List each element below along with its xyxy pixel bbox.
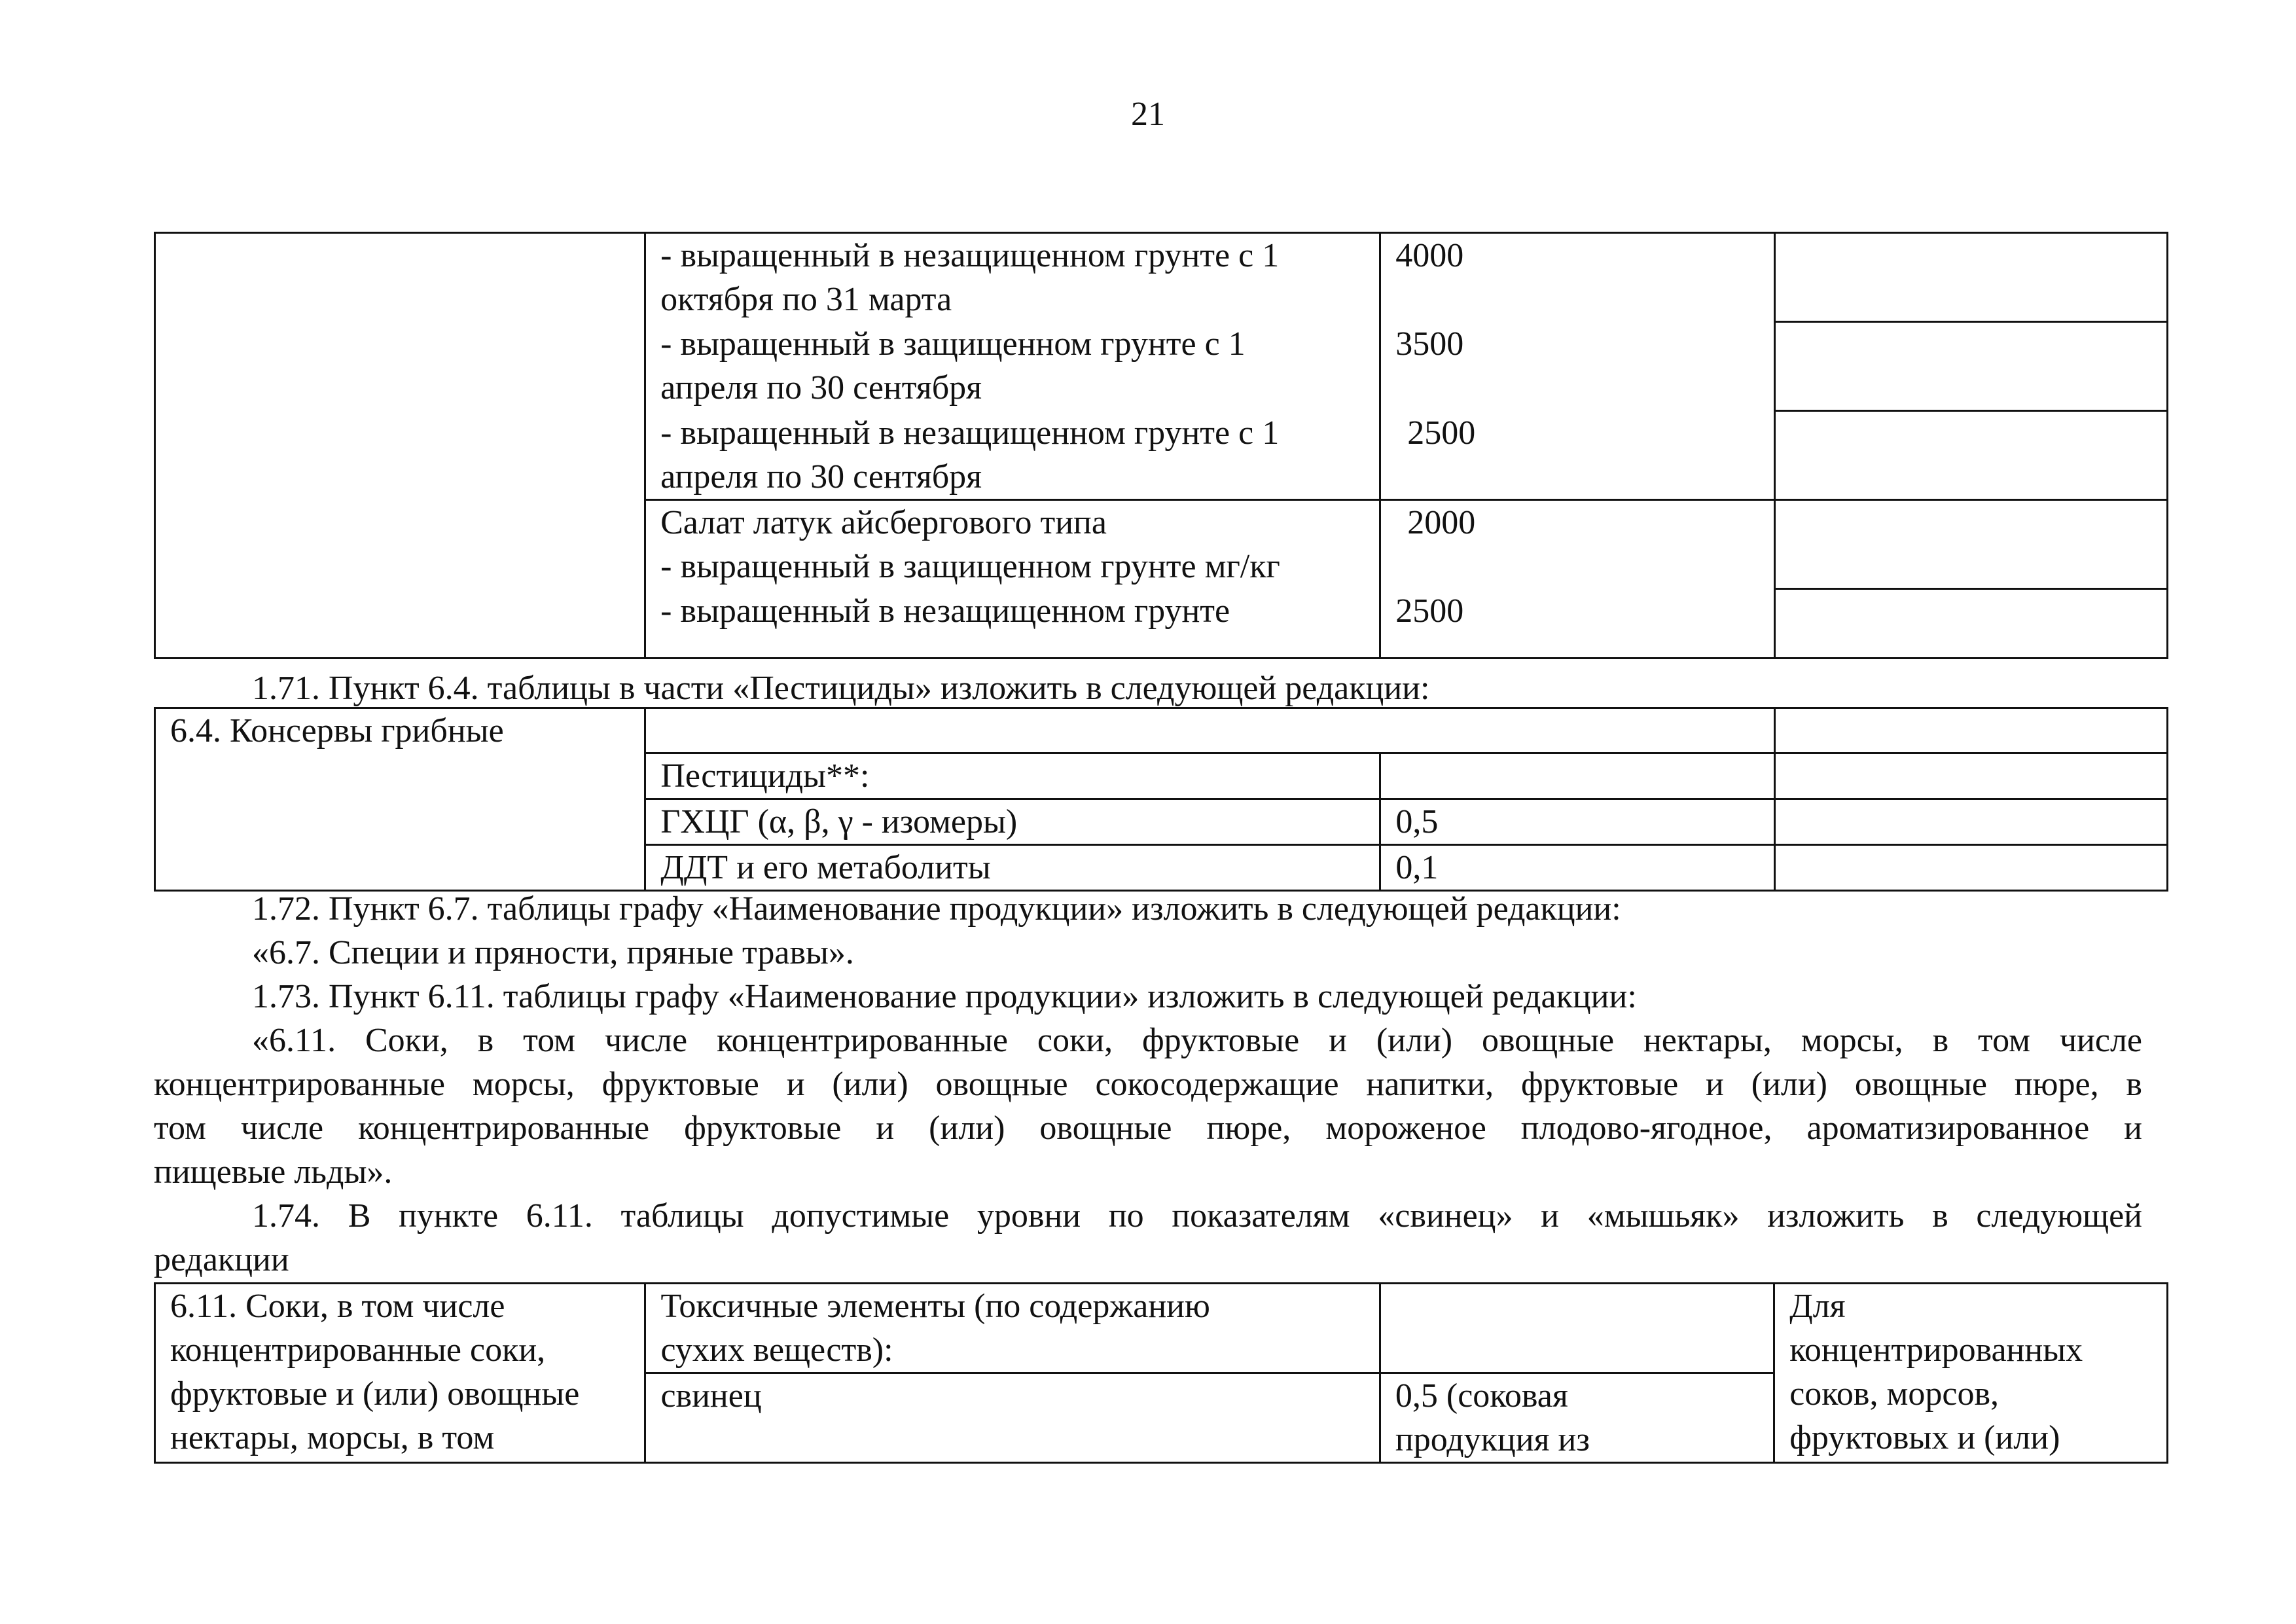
table2-row-text: ДДТ и его метаболиты xyxy=(645,845,1380,891)
table1-row-text: - выращенный в защищенном грунте с 1 апреля по 30 сентября xyxy=(645,322,1380,411)
table2-note-cell xyxy=(1774,799,2167,845)
table1-note-cell xyxy=(1774,500,2167,589)
paragraph-line: «6.11. Соки, в том числе концентрированные соки, фруктовые и (или) овощные нектары, морсы, в том числе xyxy=(252,1022,2142,1059)
table1-row-text: - выращенный в незащищенном грунте xyxy=(645,589,1380,659)
paragraph-1-72: 1.72. Пункт 6.7. таблицы графу «Наименование продукции» изложить в следующей редакции: xyxy=(252,890,1621,928)
paragraph-1-73: 1.73. Пункт 6.11. таблицы графу «Наименование продукции» изложить в следующей редакции: xyxy=(252,978,1637,1015)
page-number: 21 xyxy=(1131,96,1165,133)
table1-row-text: - выращенный в незащищенном грунте с 1 октября по 31 марта xyxy=(645,233,1380,322)
table2-row-value: 0,5 xyxy=(1380,799,1774,845)
table3-row-value: 0,5 (соковая продукция из xyxy=(1380,1373,1774,1463)
table2-note-cell xyxy=(1774,708,2167,753)
paragraph-6-11-quote xyxy=(154,1019,2142,1194)
table2-note-cell xyxy=(1774,845,2167,891)
table2-row-text: ГХЦГ (α, β, γ - изомеры) xyxy=(645,799,1380,845)
paragraph-line: редакции xyxy=(154,1241,289,1278)
table1-row-value: 2500 xyxy=(1380,411,1774,500)
table1-row-value: 3500 xyxy=(1380,322,1774,411)
table-juices xyxy=(154,1282,2168,1464)
paragraph-line: 1.74. В пункте 6.11. таблицы допустимые уровни по показателям «свинец» и «мышьяк» изложить в следующей xyxy=(252,1197,2142,1235)
table1-note-cell xyxy=(1774,322,2167,411)
paragraph-line: том числе концентрированные фруктовые и (или) овощные пюре, мороженое плодово-ягодное, ароматизированное и xyxy=(154,1110,2142,1147)
table1-note-cell xyxy=(1774,233,2167,322)
table2-note-cell xyxy=(1774,753,2167,799)
table2-product-cell: 6.4. Консервы грибные xyxy=(155,708,645,891)
paragraph-line: пищевые льды». xyxy=(154,1153,393,1191)
table1-row-value: 2500 xyxy=(1380,589,1774,659)
table1-note-cell xyxy=(1774,411,2167,500)
paragraph-1-74 xyxy=(154,1194,2142,1282)
paragraph-6-7-quote: «6.7. Специи и пряности, пряные травы». xyxy=(252,934,854,971)
paragraph-line: концентрированные морсы, фруктовые и (или) овощные сокосодержащие напитки, фруктовые и (или) овощные пюре, в xyxy=(154,1066,2142,1103)
table3-note-cell: Для концентрированных соков, морсов, фруктовых и (или) xyxy=(1774,1284,2168,1463)
table1-row-text: - выращенный в незащищенном грунте с 1 апреля по 30 сентября xyxy=(645,411,1380,500)
table-mushroom-preserves xyxy=(154,707,2168,892)
table2-row-text xyxy=(645,708,1774,753)
table1-note-cell xyxy=(1774,589,2167,659)
table2-row-value: 0,1 xyxy=(1380,845,1774,891)
table3-row-text: Токсичные элементы (по содержанию сухих веществ): xyxy=(645,1284,1380,1373)
table3-row-text: свинец xyxy=(645,1373,1380,1463)
table-vegetables-continued xyxy=(154,232,2168,659)
table1-product-cell xyxy=(155,233,645,659)
table3-row-value xyxy=(1380,1284,1774,1373)
table2-row-text: Пестициды**: xyxy=(645,753,1380,799)
table1-row-text: Салат латук айсбергового типа - выращенный в защищенном грунте мг/кг xyxy=(645,500,1380,589)
paragraph-1-71: 1.71. Пункт 6.4. таблицы в части «Пестициды» изложить в следующей редакции: xyxy=(252,670,1430,707)
table1-row-value: 4000 xyxy=(1380,233,1774,322)
table3-product-cell: 6.11. Соки, в том числе концентрированные соки, фруктовые и (или) овощные нектары, морсы, в том xyxy=(155,1284,645,1463)
table1-row-value: 2000 xyxy=(1380,500,1774,589)
table2-row-value xyxy=(1380,753,1774,799)
